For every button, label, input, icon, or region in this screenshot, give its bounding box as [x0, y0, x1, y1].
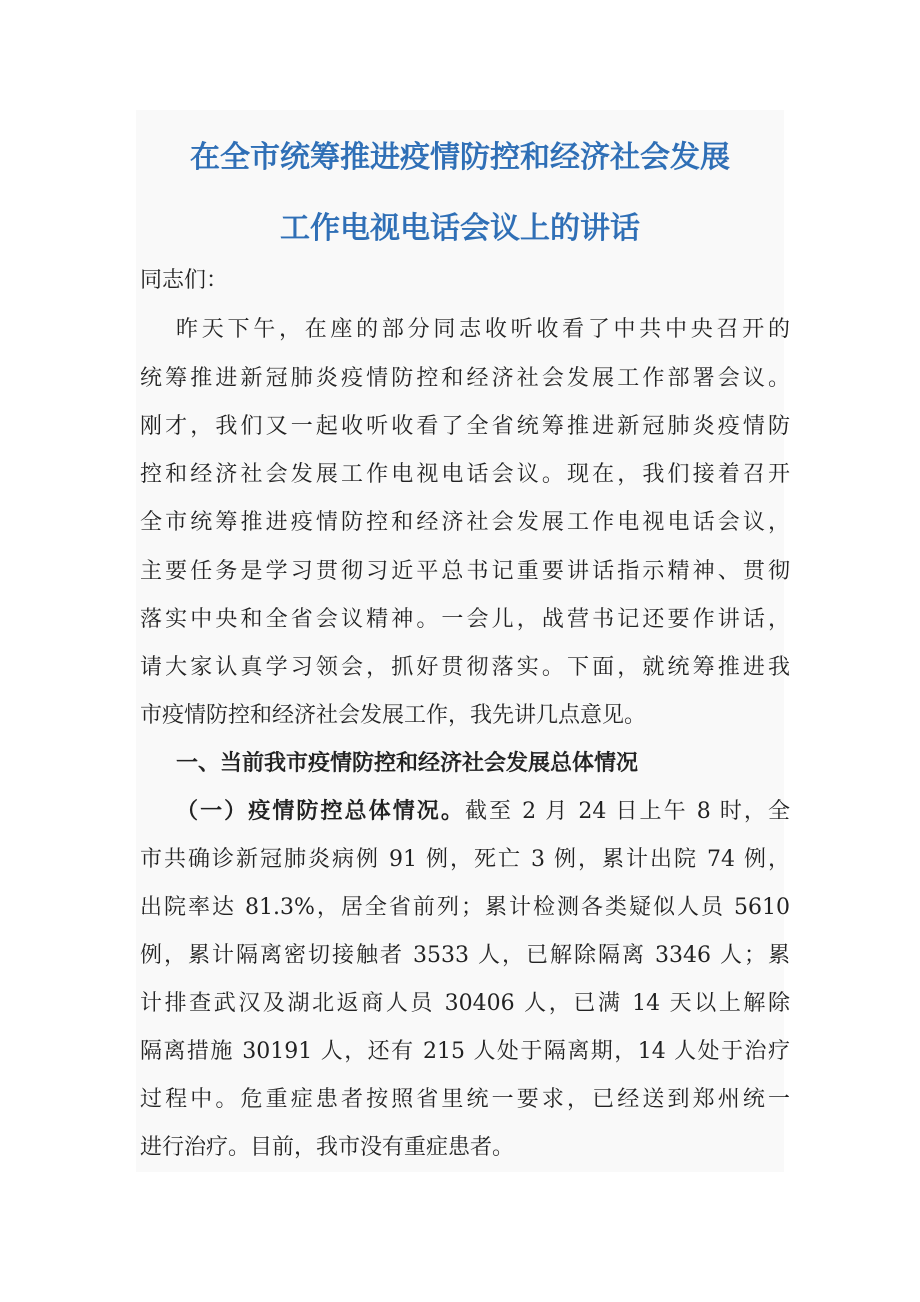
paragraph-1-line: 刚才，我们又一起收听收看了全省统筹推进新冠肺炎疫情防 — [140, 414, 790, 439]
subsection-1-line: 出院率达 81.3%，居全省前列；累计检测各类疑似人员 5610 — [140, 895, 790, 920]
subsection-1-line: 隔离措施 30191 人，还有 215 人处于隔离期，14 人处于治疗 — [140, 1039, 790, 1064]
subsection-1-first-line-rest: 截至 2 月 24 日上午 8 时，全 — [464, 799, 790, 824]
subsection-1-line: 计排查武汉及湖北返商人员 30406 人，已满 14 天以上解除 — [140, 991, 790, 1016]
subsection-1-first-line — [140, 797, 790, 827]
subsection-1-line: 例，累计隔离密切接触者 3533 人，已解除隔离 3346 人；累 — [140, 943, 790, 968]
paragraph-1-line: 主要任务是学习贯彻习近平总书记重要讲话指示精神、贯彻 — [140, 559, 790, 584]
document-title-line-2: 工作电视电话会议上的讲话 — [280, 211, 640, 246]
paragraph-1-line: 昨天下午，在座的部分同志收听收看了中共中央召开的 — [176, 317, 790, 342]
paragraph-1-line: 统筹推进新冠肺炎疫情防控和经济社会发展工作部署会议。 — [140, 366, 790, 391]
salutation: 同志们： — [140, 268, 229, 293]
subsection-1-line: 进行治疗。目前，我市没有重症患者。 — [140, 1135, 515, 1160]
paragraph-1-line: 全市统筹推进疫情防控和经济社会发展工作电视电话会议， — [140, 510, 790, 535]
document-title-line-1: 在全市统筹推进疫情防控和经济社会发展 — [190, 140, 730, 175]
paragraph-1-line: 落实中央和全省会议精神。一会儿，战营书记还要作讲话， — [140, 607, 790, 632]
paragraph-1-line: 请大家认真学习领会，抓好贯彻落实。下面，就统筹推进我 — [140, 655, 790, 680]
subsection-1-lead: （一）疫情防控总体情况。 — [176, 799, 465, 824]
subsection-1-line: 市共确诊新冠肺炎病例 91 例，死亡 3 例，累计出院 74 例， — [140, 847, 790, 872]
section-1-heading: 一、当前我市疫情防控和经济社会发展总体情况 — [176, 751, 639, 776]
paragraph-1-line: 市疫情防控和经济社会发展工作，我先讲几点意见。 — [140, 703, 647, 728]
subsection-1-line: 过程中。危重症患者按照省里统一要求，已经送到郑州统一 — [140, 1087, 790, 1112]
paragraph-1-line: 控和经济社会发展工作电视电话会议。现在，我们接着召开 — [140, 462, 790, 487]
